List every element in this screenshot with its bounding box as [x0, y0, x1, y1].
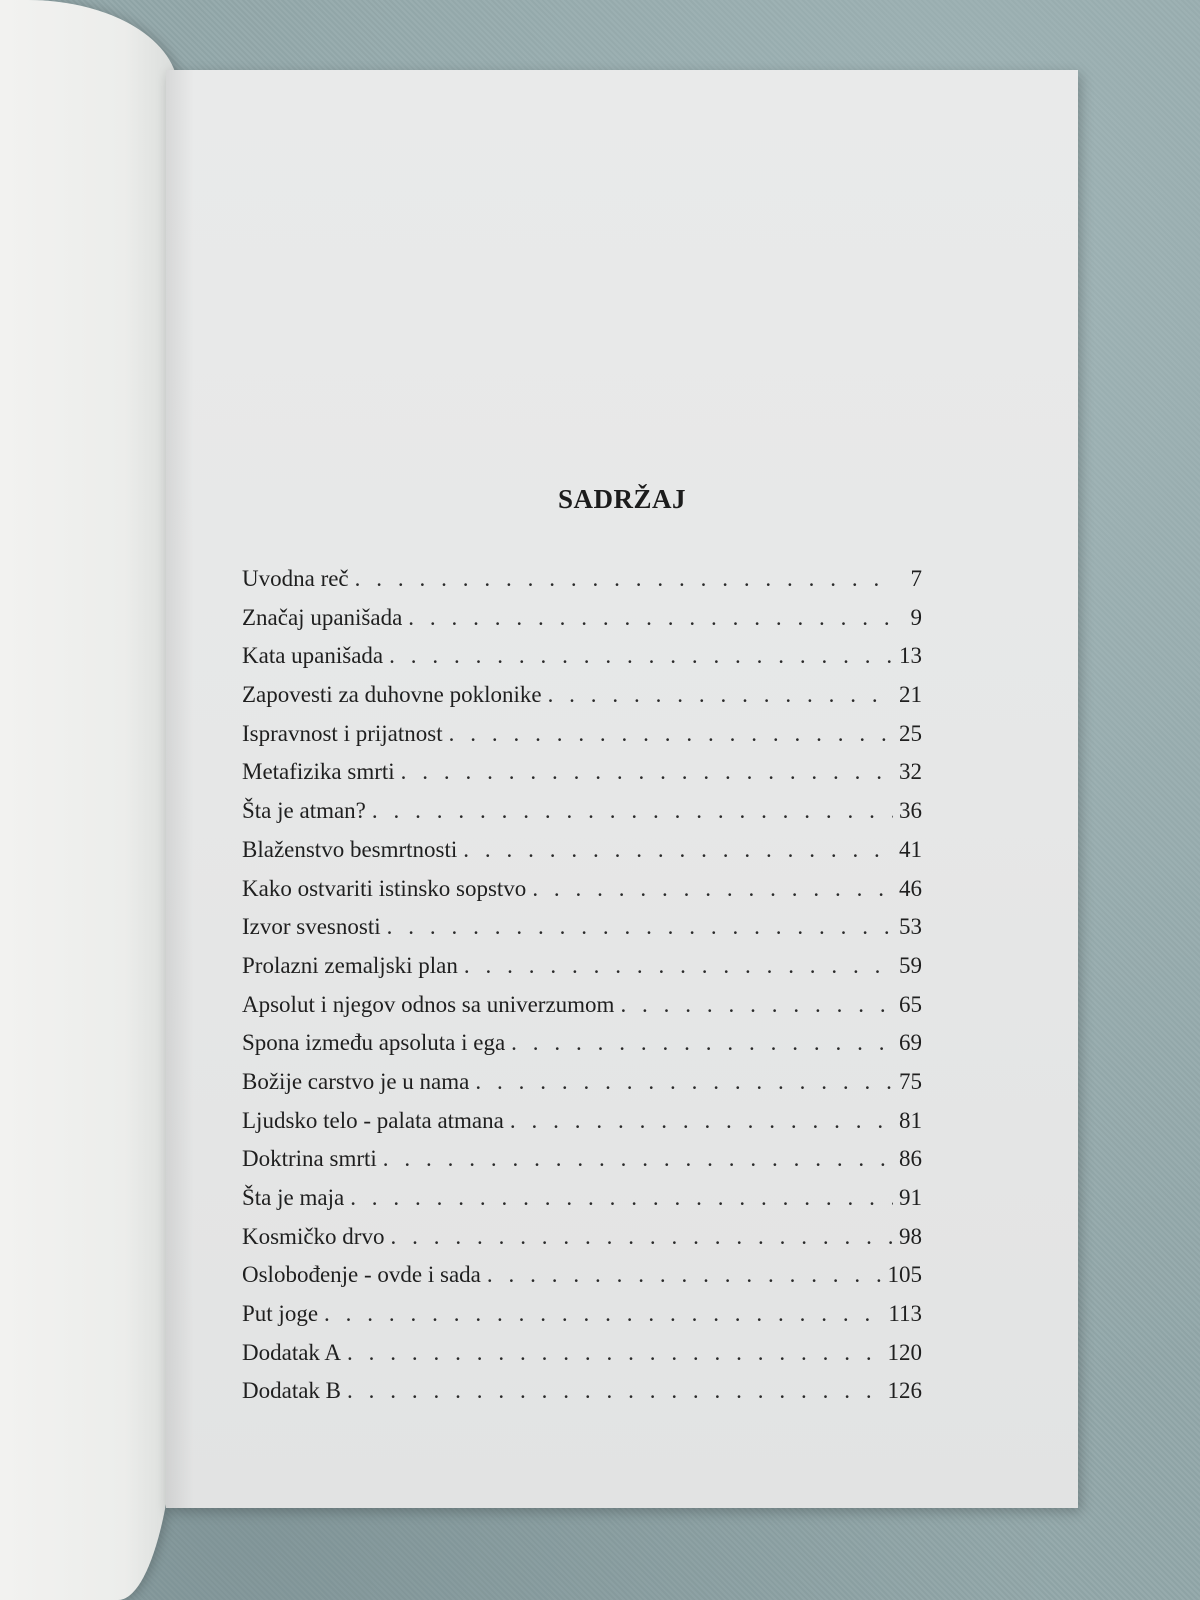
toc-entry — [242, 953, 922, 992]
dot-leader — [449, 721, 893, 747]
dot-leader — [350, 1185, 893, 1211]
toc-entry — [242, 1108, 922, 1147]
toc-entry-label: Blaženstvo besmrtnosti — [242, 836, 458, 862]
toc-entry — [242, 1146, 922, 1185]
dot-leader — [548, 682, 893, 708]
toc-entry-label: Kata upanišada — [242, 643, 384, 669]
toc-entry-page-number: 65 — [899, 991, 922, 1017]
dot-leader — [401, 759, 893, 785]
toc-entry-page-number: 32 — [899, 759, 922, 785]
toc-entry-page-number: 86 — [899, 1146, 922, 1172]
toc-entry-page-number: 105 — [887, 1262, 922, 1288]
toc-entry-page-number: 7 — [910, 566, 922, 591]
toc-entry-label: Put joge — [242, 1301, 319, 1327]
toc-entry — [242, 1069, 922, 1108]
toc-entry — [242, 643, 922, 682]
toc-entry-label: Uvodna reč — [242, 566, 349, 591]
toc-entry-label: Dodatak B — [242, 1378, 342, 1404]
toc-entry-label: Zapovesti za duhovne poklonike — [242, 682, 542, 708]
gutter-shadow — [166, 70, 194, 1508]
dot-leader — [372, 798, 893, 824]
dot-leader — [510, 1108, 893, 1134]
toc-entry-page-number: 91 — [899, 1185, 922, 1210]
toc-entry — [242, 1262, 922, 1301]
toc-entry-label: Značaj upanišada — [242, 604, 403, 630]
toc-entry-label: Božije carstvo je u nama — [242, 1068, 470, 1094]
toc-entry-page-number: 75 — [899, 1068, 922, 1094]
toc-entry-page-number: 81 — [899, 1107, 922, 1133]
dot-leader — [324, 1301, 882, 1327]
toc-entry — [242, 1185, 922, 1224]
toc-entry-label: Spona između apsoluta i ega — [242, 1030, 506, 1056]
toc-entry-label: Izvor svesnosti — [242, 914, 381, 940]
toc-entry-label: Šta je maja — [242, 1185, 345, 1210]
dot-leader — [511, 1030, 893, 1056]
toc-entry — [242, 759, 922, 798]
toc-entry-label: Metafizika smrti — [242, 759, 395, 785]
toc-entry-page-number: 41 — [899, 836, 922, 862]
toc-entry-page-number: 13 — [899, 643, 922, 669]
dot-leader — [464, 953, 893, 979]
toc-entry — [242, 1378, 922, 1417]
facing-page — [0, 0, 178, 1600]
toc-entry-label: Prolazni zemaljski plan — [242, 952, 458, 978]
book-page — [166, 70, 1078, 1508]
toc-entry — [242, 682, 922, 721]
toc-entry — [242, 566, 922, 605]
toc-entry — [242, 1030, 922, 1069]
dot-leader — [487, 1262, 882, 1288]
toc-entry-page-number: 9 — [910, 604, 922, 630]
toc-entry-label: Apsolut i njegov odnos sa univerzumom — [242, 991, 615, 1017]
toc-entry-page-number: 98 — [899, 1223, 922, 1249]
dot-leader — [389, 643, 893, 669]
toc-entry-page-number: 46 — [899, 875, 922, 901]
dot-leader — [463, 837, 893, 863]
dot-leader — [620, 992, 893, 1018]
toc-entry — [242, 721, 922, 760]
toc-entry-page-number: 120 — [887, 1339, 922, 1365]
toc-entry-page-number: 69 — [899, 1030, 922, 1056]
toc-entry-page-number: 113 — [888, 1301, 922, 1327]
toc-list — [242, 566, 922, 1417]
toc-entry — [242, 1224, 922, 1263]
toc-entry-page-number: 59 — [899, 952, 922, 978]
toc-entry — [242, 914, 922, 953]
toc-entry — [242, 798, 922, 837]
toc-entry-page-number: 25 — [899, 720, 922, 746]
toc-entry — [242, 876, 922, 915]
toc-entry-label: Ljudsko telo - palata atmana — [242, 1107, 504, 1133]
toc-title: SADRŽAJ — [557, 484, 687, 514]
toc-entry-page-number: 126 — [887, 1378, 922, 1404]
toc-entry-page-number: 53 — [899, 914, 922, 940]
dot-leader — [355, 566, 894, 592]
toc-entry-label: Doktrina smrti — [242, 1146, 377, 1172]
dot-leader — [347, 1378, 881, 1404]
dot-leader — [390, 1224, 893, 1250]
dot-leader — [408, 605, 894, 631]
toc-entry-label: Kako ostvariti istinsko sopstvo — [242, 875, 527, 901]
toc-entry-label: Kosmičko drvo — [242, 1223, 385, 1249]
toc-entry-page-number: 21 — [899, 682, 922, 708]
toc-entry-page-number: 36 — [899, 798, 922, 824]
toc-entry-label: Oslobođenje - ovde i sada — [242, 1262, 481, 1288]
toc-entry — [242, 992, 922, 1031]
dot-leader — [387, 914, 893, 940]
toc-entry-label: Ispravnost i prijatnost — [242, 720, 443, 746]
dot-leader — [383, 1146, 893, 1172]
toc-entry — [242, 1301, 922, 1340]
toc-entry-label: Dodatak A — [242, 1339, 342, 1365]
toc-entry — [242, 1340, 922, 1379]
dot-leader — [532, 876, 893, 902]
toc-entry-label: Šta je atman? — [242, 798, 366, 824]
dot-leader — [347, 1340, 881, 1366]
toc-entry — [242, 837, 922, 876]
dot-leader — [475, 1069, 893, 1095]
toc-entry — [242, 605, 922, 644]
